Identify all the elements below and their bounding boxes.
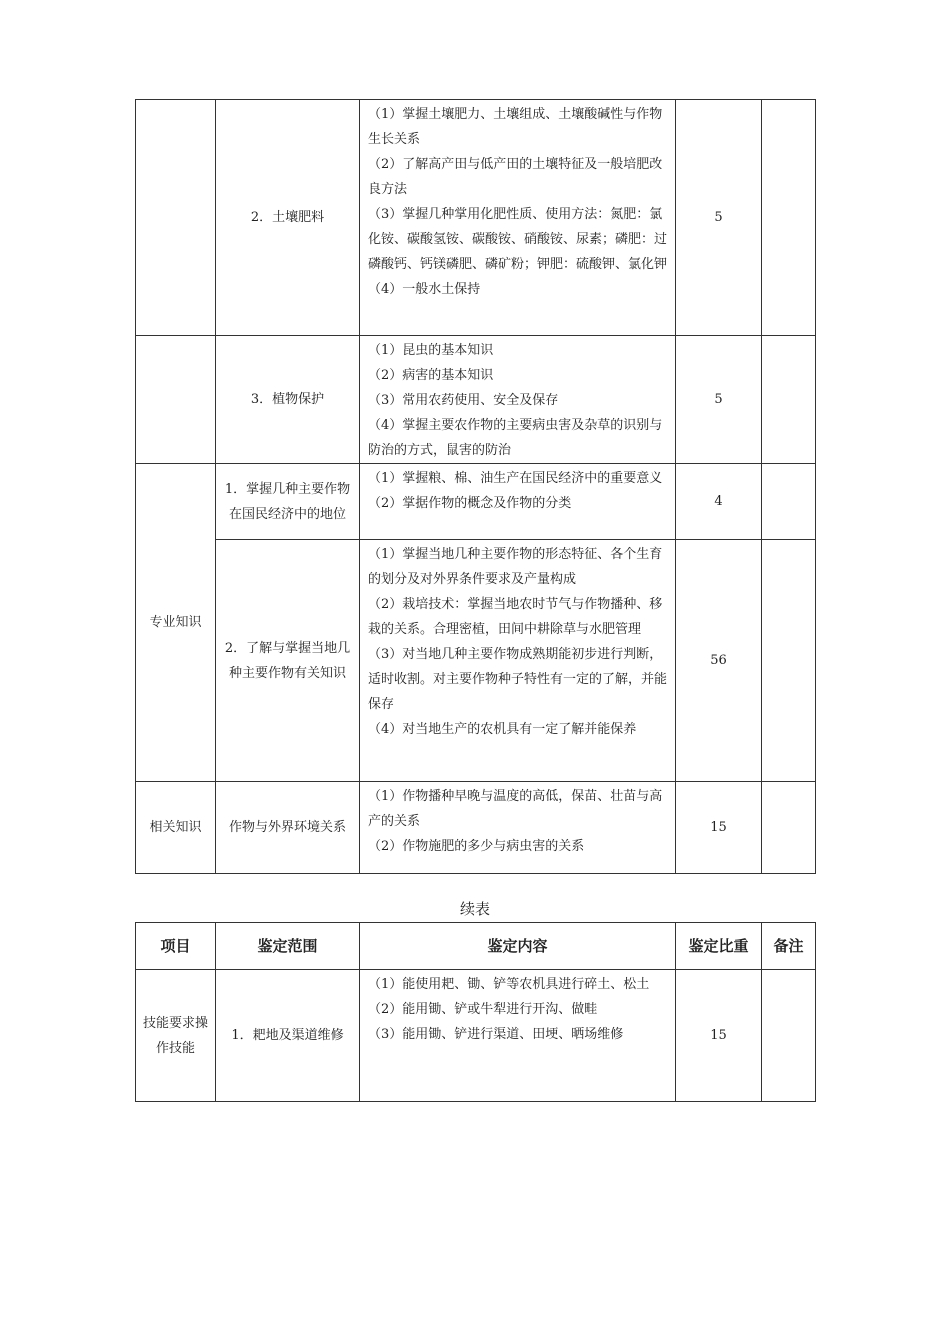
content-line: （2）病害的基本知识	[368, 368, 494, 383]
category-cell: 相关知识	[136, 782, 216, 874]
note-cell	[762, 100, 816, 336]
content-line: （4）对当地生产的农机具有一定了解并能保养	[368, 722, 637, 737]
range-cell: 2．土壤肥料	[216, 100, 360, 336]
content-cell	[360, 464, 676, 540]
header-row	[136, 923, 816, 970]
content-cell	[360, 540, 676, 782]
category-cell: 专业知识	[136, 464, 216, 782]
category-cell	[136, 100, 216, 336]
content-line: （2）掌据作物的概念及作物的分类	[368, 496, 572, 511]
weight-cell: 4	[676, 464, 762, 540]
weight-cell: 15	[676, 782, 762, 874]
weight-cell: 5	[676, 336, 762, 464]
weight-cell: 15	[676, 970, 762, 1102]
content-line: （4）掌握主要农作物的主要病虫害及杂草的识别与防治的方式，鼠害的防治	[368, 418, 663, 458]
weight-cell: 5	[676, 100, 762, 336]
content-line: （1）昆虫的基本知识	[368, 343, 494, 358]
content-line: （3）掌握几种掌用化肥性质、使用方法：氮肥：氯化铵、碳酸氢铵、碳酸铵、硝酸铵、尿素；磷肥：过磷酸钙、钙镁磷肥、磷矿粉；钾肥：硫酸钾、氯化钾	[368, 207, 668, 272]
range-cell: 1．掌握几种主要作物在国民经济中的地位	[216, 464, 360, 540]
content-line: （1）掌握土壤肥力、土壤组成、土壤酸碱性与作物生长关系	[368, 107, 663, 147]
content-line: （3）常用农药使用、安全及保存	[368, 393, 559, 408]
content-cell	[360, 100, 676, 336]
header-item: 项目	[136, 923, 216, 970]
table-row	[136, 464, 816, 540]
note-cell	[762, 970, 816, 1102]
table-caption: 续表	[459, 900, 490, 918]
table-row	[136, 336, 816, 464]
table-row	[136, 970, 816, 1102]
table-row	[136, 100, 816, 336]
content-line: （2）了解高产田与低产田的土壤特征及一般培肥改良方法	[368, 157, 663, 197]
content-line: （2）能用锄、铲或牛犁进行开沟、做畦	[368, 1002, 598, 1017]
range-cell: 3．植物保护	[216, 336, 360, 464]
range-cell: 作物与外界环境关系	[216, 782, 360, 874]
content-line: （1）作物播种早晚与温度的高低，保苗、壮苗与高产的关系	[368, 789, 663, 829]
weight-cell: 56	[676, 540, 762, 782]
note-cell	[762, 540, 816, 782]
assessment-table-part1	[135, 99, 816, 874]
content-line: （3）能用锄、铲进行渠道、田埂、晒场维修	[368, 1027, 624, 1042]
table-row	[136, 782, 816, 874]
category-cell: 技能要求操作技能	[136, 970, 216, 1102]
note-cell	[762, 336, 816, 464]
content-cell	[360, 782, 676, 874]
table-row	[136, 540, 816, 782]
content-line: （3）对当地几种主要作物成熟期能初步进行判断，适时收割。对主要作物种子特性有一定的了解，并能保存	[368, 647, 668, 712]
header-weight: 鉴定比重	[676, 923, 762, 970]
content-line: （2）栽培技术：掌握当地农时节气与作物播种、移栽的关系。合理密植，田间中耕除草与水肥管理	[368, 597, 663, 637]
content-line: （2）作物施肥的多少与病虫害的关系	[368, 839, 585, 854]
range-cell: 1．耙地及渠道维修	[216, 970, 360, 1102]
header-content: 鉴定内容	[360, 923, 676, 970]
header-range: 鉴定范围	[216, 923, 360, 970]
content-line: （1）掌握当地几种主要作物的形态特征、各个生育的划分及对外界条件要求及产量构成	[368, 547, 663, 587]
content-cell	[360, 970, 676, 1102]
content-line: （4）一般水土保持	[368, 282, 481, 297]
content-line: （1）能使用耙、锄、铲等农机具进行碎土、松土	[368, 977, 650, 992]
range-cell: 2．了解与掌握当地几种主要作物有关知识	[216, 540, 360, 782]
note-cell	[762, 464, 816, 540]
assessment-table-part2	[135, 922, 816, 1102]
content-cell	[360, 336, 676, 464]
category-cell	[136, 336, 216, 464]
header-note: 备注	[762, 923, 816, 970]
note-cell	[762, 782, 816, 874]
content-line: （1）掌握粮、棉、油生产在国民经济中的重要意义	[368, 471, 663, 486]
